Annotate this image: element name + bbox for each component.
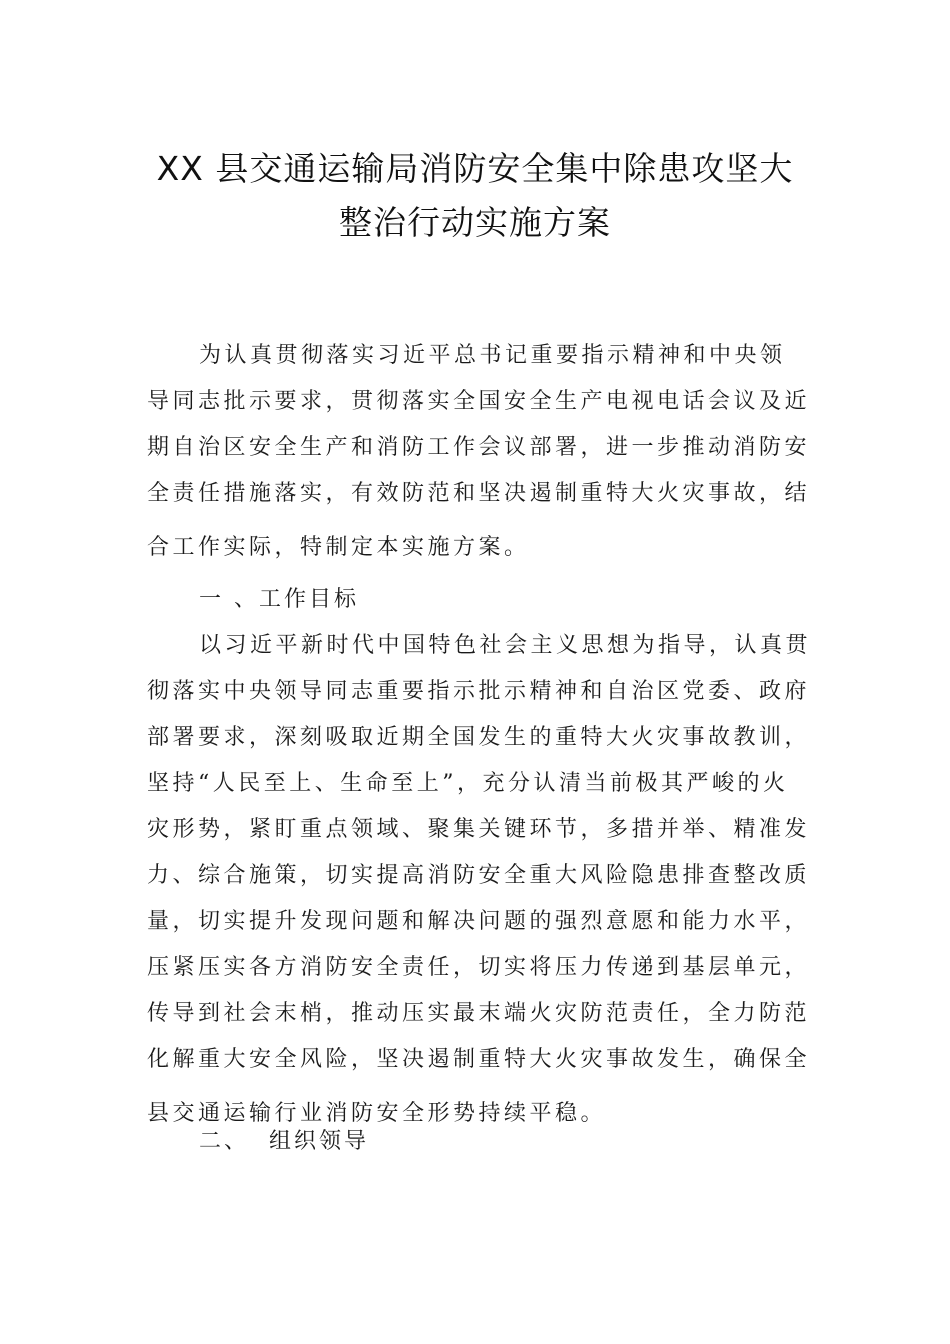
paragraph-line: 传导到社会末梢，推动压实最末端火灾防范责任，全力防范 — [147, 1001, 811, 1026]
paragraph-line: 部署要求，深刻吸取近期全国发生的重特大火灾事故教训， — [147, 725, 811, 750]
section-heading-1: 一 、工作目标 — [199, 587, 359, 612]
paragraph-line: 导同志批示要求，贯彻落实全国安全生产电视电话会议及近 — [147, 389, 811, 414]
paragraph-line: 为认真贯彻落实习近平总书记重要指示精神和中央领 — [199, 343, 786, 368]
paragraph-line: 合工作实际，特制定本实施方案。 — [147, 535, 530, 560]
section1-paragraph — [147, 623, 812, 1137]
paragraph-line: 压紧压实各方消防安全责任，切实将压力传递到基层单元， — [147, 955, 811, 980]
paragraph-line: 量，切实提升发现问题和解决问题的强烈意愿和能力水平， — [147, 909, 811, 934]
intro-paragraph — [147, 333, 811, 571]
paragraph-line: 化解重大安全风险，坚决遏制重特大火灾事故发生，确保全 — [147, 1047, 811, 1072]
paragraph-line: 全责任措施落实，有效防范和坚决遏制重特大火灾事故，结 — [147, 481, 811, 506]
section-heading-2: 二、 组织领导 — [199, 1129, 369, 1154]
paragraph-line: 期自治区安全生产和消防工作会议部署，进一步推动消防安 — [147, 435, 811, 460]
paragraph-line: 彻落实中央领导同志重要指示批示精神和自治区党委、政府 — [147, 679, 811, 704]
paragraph-line: 灾形势，紧盯重点领域、聚集关键环节，多措并举、精准发 — [147, 817, 811, 842]
paragraph-line: 力、综合施策，切实提高消防安全重大风险隐患排查整改质 — [147, 863, 811, 888]
paragraph-line: 县交通运输行业消防安全形势持续平稳。 — [147, 1101, 607, 1126]
paragraph-line: 以习近平新时代中国特色社会主义思想为指导，认真贯 — [199, 633, 812, 658]
document-title-line-2: 整治行动实施方案 — [339, 203, 611, 242]
document-title-line-1: XX 县交通运输局消防安全集中除患攻坚大 — [156, 149, 794, 188]
paragraph-line: 坚持“人民至上、生命至上”，充分认清当前极其严峻的火 — [147, 771, 789, 796]
